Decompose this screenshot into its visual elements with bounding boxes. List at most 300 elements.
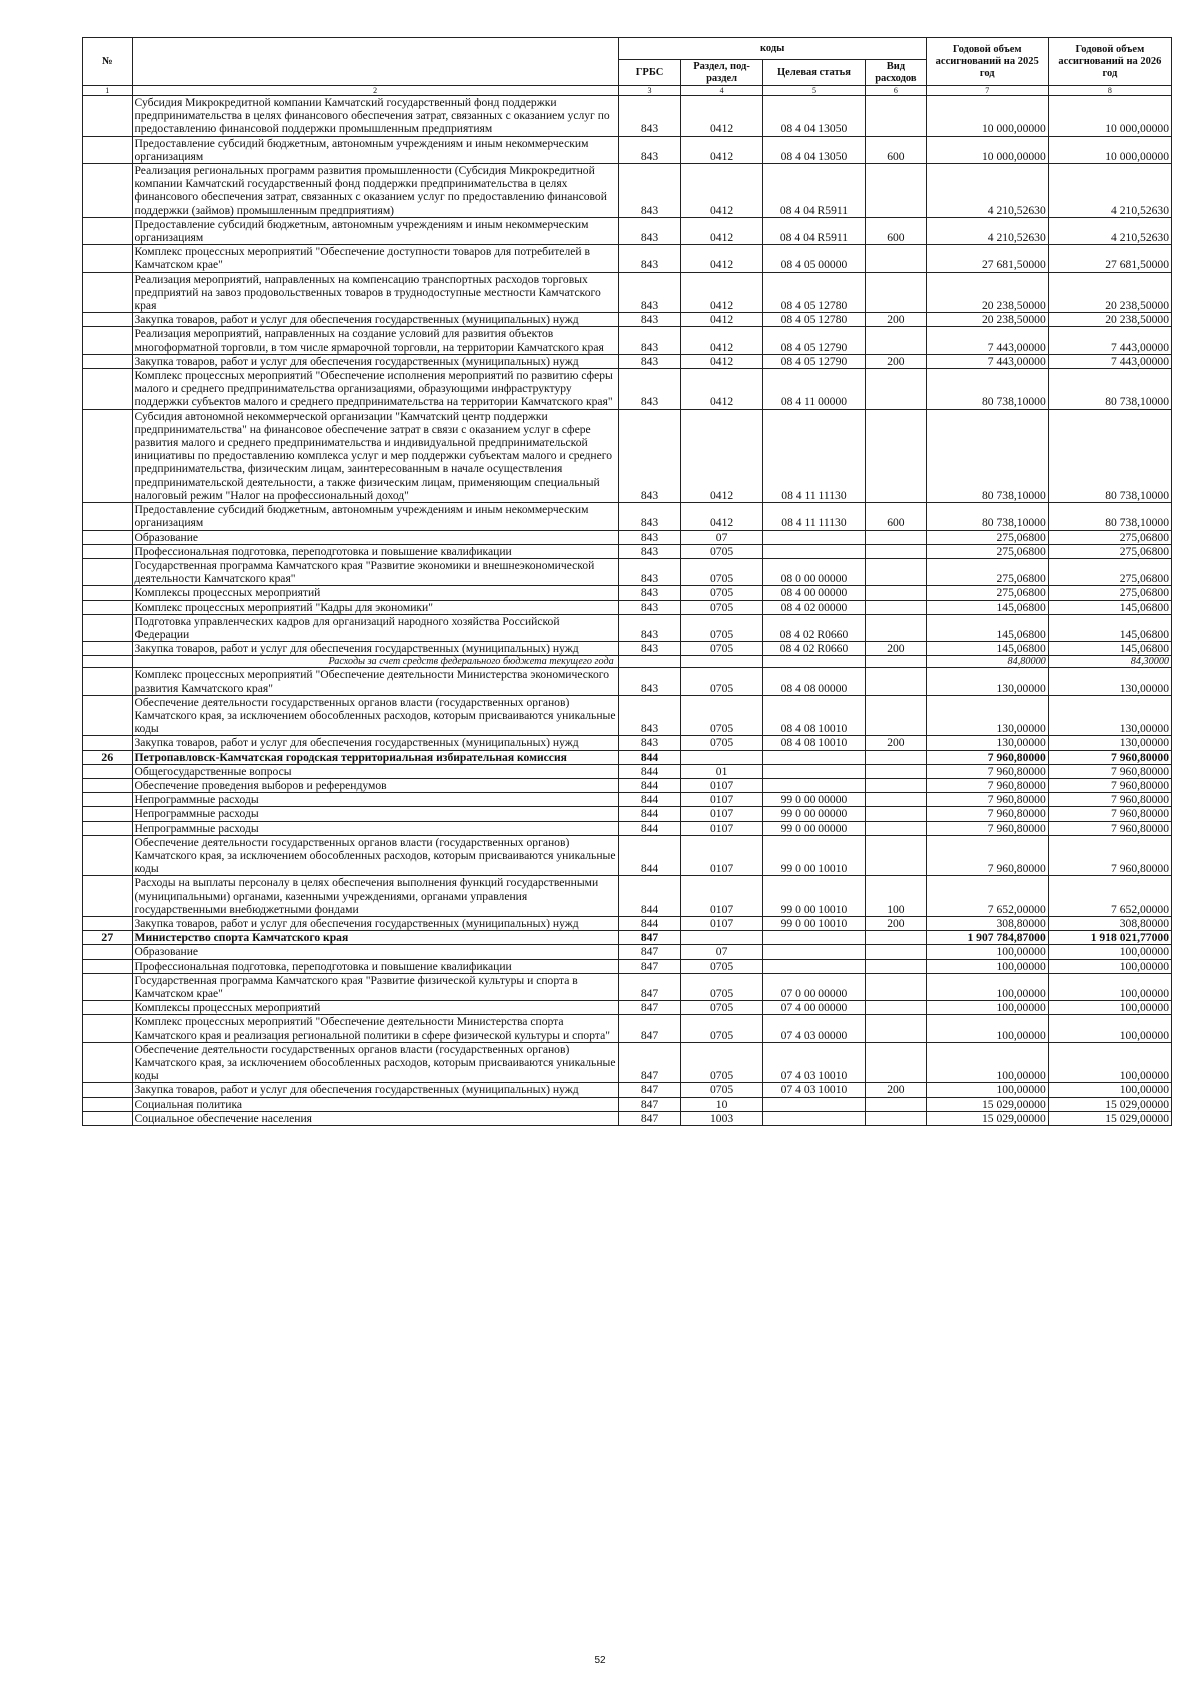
table-row (83, 973, 1172, 1000)
row-target-article: 07 0 00 00000 (762, 973, 865, 1000)
row-name: Образование (132, 945, 618, 959)
budget-table-sheet (82, 37, 1172, 1126)
row-expense-type (866, 96, 927, 137)
row-name: Расходы на выплаты персоналу в целях обеспечения выполнения функций государственными (муниципальными) органами, казенными учреждениями, органами управления государственными внебюджетными фондами (132, 876, 618, 917)
row-name: Закупка товаров, работ и услуг для обеспечения государственных (муниципальных) нужд (132, 1083, 618, 1097)
row-grbs: 847 (618, 931, 681, 945)
table-row (83, 642, 1172, 656)
row-volume-2026: 7 960,80000 (1048, 793, 1171, 807)
header-num: № (83, 38, 133, 86)
row-target-article: 08 4 05 12790 (762, 327, 865, 354)
row-expense-type (866, 807, 927, 821)
row-section (681, 750, 762, 764)
row-volume-2025: 7 652,00000 (926, 876, 1048, 917)
row-section: 0412 (681, 354, 762, 368)
row-volume-2025: 100,00000 (926, 1042, 1048, 1083)
row-volume-2026: 275,06800 (1048, 530, 1171, 544)
row-volume-2026: 145,06800 (1048, 600, 1171, 614)
header-volume-2025: Годовой объем ассигнований на 2025 год (926, 38, 1048, 86)
row-volume-2026: 275,06800 (1048, 586, 1171, 600)
row-number (83, 245, 133, 272)
row-section: 0107 (681, 876, 762, 917)
row-volume-2025: 130,00000 (926, 736, 1048, 750)
row-volume-2026: 4 210,52630 (1048, 217, 1171, 244)
row-grbs: 844 (618, 876, 681, 917)
row-number (83, 614, 133, 641)
row-expense-type (866, 656, 927, 668)
row-name: Министерство спорта Камчатского края (132, 931, 618, 945)
row-volume-2025: 7 960,80000 (926, 821, 1048, 835)
row-expense-type (866, 558, 927, 585)
row-volume-2026: 7 960,80000 (1048, 778, 1171, 792)
row-grbs: 843 (618, 272, 681, 313)
row-volume-2026: 100,00000 (1048, 1083, 1171, 1097)
row-grbs: 843 (618, 530, 681, 544)
row-volume-2025: 145,06800 (926, 642, 1048, 656)
table-row (83, 1015, 1172, 1042)
header-expense-type: Вид расходов (866, 60, 927, 86)
row-name: Субсидия Микрокредитной компании Камчатский государственный фонд поддержки предпринимательства в целях финансового обеспечения затрат, связанных с оказанием услуг по предоставлению финансовой поддержки промышленным предприятиям (132, 96, 618, 137)
row-volume-2026: 84,30000 (1048, 656, 1171, 668)
row-grbs: 843 (618, 354, 681, 368)
row-target-article: 99 0 00 00000 (762, 793, 865, 807)
row-volume-2026: 27 681,50000 (1048, 245, 1171, 272)
table-row (83, 1083, 1172, 1097)
row-grbs: 843 (618, 668, 681, 695)
header-grbs: ГРБС (618, 60, 681, 86)
row-section: 0107 (681, 916, 762, 930)
row-target-article: 08 4 11 11130 (762, 503, 865, 530)
row-target-article: 08 4 08 00000 (762, 668, 865, 695)
row-section: 0705 (681, 1015, 762, 1042)
row-volume-2025: 7 960,80000 (926, 778, 1048, 792)
row-volume-2025: 7 443,00000 (926, 327, 1048, 354)
row-expense-type (866, 973, 927, 1000)
row-volume-2025: 15 029,00000 (926, 1097, 1048, 1111)
row-section: 0705 (681, 614, 762, 641)
row-section: 0412 (681, 217, 762, 244)
row-volume-2025: 7 960,80000 (926, 750, 1048, 764)
row-grbs: 844 (618, 750, 681, 764)
row-number: 27 (83, 931, 133, 945)
row-number (83, 835, 133, 876)
row-name: Непрограммные расходы (132, 821, 618, 835)
row-grbs: 847 (618, 1083, 681, 1097)
table-row (83, 586, 1172, 600)
row-expense-type (866, 821, 927, 835)
row-name: Обеспечение проведения выборов и референдумов (132, 778, 618, 792)
row-section: 1003 (681, 1111, 762, 1125)
table-row (83, 793, 1172, 807)
row-section (681, 931, 762, 945)
row-section: 01 (681, 764, 762, 778)
row-name: Подготовка управленческих кадров для организаций народного хозяйства Российской Федерации (132, 614, 618, 641)
row-number (83, 600, 133, 614)
row-number (83, 1001, 133, 1015)
row-volume-2025: 100,00000 (926, 1015, 1048, 1042)
header-section: Раздел, под-раздел (681, 60, 762, 86)
row-volume-2025: 7 960,80000 (926, 807, 1048, 821)
row-name: Комплекс процессных мероприятий "Обеспечение деятельности Министерства спорта Камчатского края и реализация региональной политики в сфере физической культуры и спорта" (132, 1015, 618, 1042)
table-row (83, 354, 1172, 368)
table-row (83, 1042, 1172, 1083)
table-row (83, 695, 1172, 736)
row-volume-2025: 7 960,80000 (926, 793, 1048, 807)
row-name: Закупка товаров, работ и услуг для обеспечения государственных (муниципальных) нужд (132, 354, 618, 368)
table-row (83, 558, 1172, 585)
row-volume-2026: 10 000,00000 (1048, 96, 1171, 137)
row-volume-2025: 10 000,00000 (926, 96, 1048, 137)
row-section: 07 (681, 530, 762, 544)
row-section: 0412 (681, 503, 762, 530)
row-number (83, 272, 133, 313)
header-codes: коды (618, 38, 926, 60)
row-target-article: 08 4 02 00000 (762, 600, 865, 614)
row-volume-2025: 145,06800 (926, 614, 1048, 641)
row-section: 0705 (681, 973, 762, 1000)
row-expense-type (866, 778, 927, 792)
row-section: 0705 (681, 586, 762, 600)
row-name: Общегосударственные вопросы (132, 764, 618, 778)
row-number (83, 945, 133, 959)
row-target-article: 07 4 03 10010 (762, 1042, 865, 1083)
row-expense-type (866, 1042, 927, 1083)
row-name: Комплекс процессных мероприятий "Обеспечение деятельности Министерства экономического развития Камчатского края" (132, 668, 618, 695)
table-row (83, 217, 1172, 244)
row-volume-2025: 275,06800 (926, 558, 1048, 585)
row-volume-2025: 7 443,00000 (926, 354, 1048, 368)
table-row (83, 736, 1172, 750)
row-name: Государственная программа Камчатского края "Развитие экономики и внешнеэкономической деятельности Камчатского края" (132, 558, 618, 585)
row-number (83, 916, 133, 930)
row-name: Комплекс процессных мероприятий "Обеспечение доступности товаров для потребителей в Камчатском крае" (132, 245, 618, 272)
row-number (83, 1042, 133, 1083)
row-volume-2026: 80 738,10000 (1048, 369, 1171, 410)
row-target-article: 99 0 00 00000 (762, 821, 865, 835)
header-target-article: Целевая статья (762, 60, 865, 86)
row-section: 0412 (681, 164, 762, 218)
row-section: 0705 (681, 695, 762, 736)
row-name: Непрограммные расходы (132, 793, 618, 807)
row-section: 0705 (681, 668, 762, 695)
row-number (83, 973, 133, 1000)
row-target-article (762, 1111, 865, 1125)
row-volume-2026: 130,00000 (1048, 668, 1171, 695)
row-section: 0705 (681, 544, 762, 558)
row-expense-type: 200 (866, 916, 927, 930)
row-number (83, 1097, 133, 1111)
row-grbs: 843 (618, 586, 681, 600)
row-volume-2026: 7 652,00000 (1048, 876, 1171, 917)
row-section: 0107 (681, 835, 762, 876)
row-target-article: 07 4 03 10010 (762, 1083, 865, 1097)
row-volume-2026: 145,06800 (1048, 642, 1171, 656)
row-volume-2026: 7 960,80000 (1048, 764, 1171, 778)
row-number (83, 327, 133, 354)
row-section: 0412 (681, 327, 762, 354)
row-number (83, 409, 133, 502)
row-number (83, 793, 133, 807)
row-volume-2026: 15 029,00000 (1048, 1111, 1171, 1125)
row-volume-2026: 80 738,10000 (1048, 503, 1171, 530)
row-target-article: 99 0 00 10010 (762, 876, 865, 917)
row-volume-2026: 80 738,10000 (1048, 409, 1171, 502)
row-expense-type: 200 (866, 642, 927, 656)
row-grbs: 843 (618, 558, 681, 585)
table-row (83, 544, 1172, 558)
row-number (83, 764, 133, 778)
row-number (83, 821, 133, 835)
row-expense-type: 200 (866, 736, 927, 750)
row-target-article (762, 544, 865, 558)
row-name: Реализация мероприятий, направленных на компенсацию транспортных расходов торговых предприятий на завоз продовольственных товаров в труднодоступные местности Камчатского края (132, 272, 618, 313)
budget-table (82, 37, 1172, 1126)
table-row (83, 764, 1172, 778)
column-number-row (83, 86, 1172, 96)
row-expense-type (866, 750, 927, 764)
table-row (83, 369, 1172, 410)
row-volume-2025: 7 960,80000 (926, 835, 1048, 876)
row-volume-2025: 80 738,10000 (926, 503, 1048, 530)
row-volume-2025: 100,00000 (926, 945, 1048, 959)
row-name: Обеспечение деятельности государственных органов власти (государственных органов) Камчатского края, за исключением обособленных расходов, которым присваиваются уникальные коды (132, 695, 618, 736)
row-section: 0705 (681, 736, 762, 750)
row-volume-2026: 100,00000 (1048, 1015, 1171, 1042)
row-expense-type (866, 1111, 927, 1125)
row-grbs: 847 (618, 973, 681, 1000)
row-expense-type (866, 931, 927, 945)
row-target-article: 99 0 00 10010 (762, 916, 865, 930)
column-number: 8 (1048, 86, 1171, 96)
row-number (83, 503, 133, 530)
row-volume-2025: 84,80000 (926, 656, 1048, 668)
row-grbs: 843 (618, 217, 681, 244)
row-section (681, 656, 762, 668)
row-target-article: 08 4 05 12780 (762, 313, 865, 327)
row-name: Комплексы процессных мероприятий (132, 1001, 618, 1015)
row-grbs: 847 (618, 1097, 681, 1111)
table-row (83, 668, 1172, 695)
row-volume-2026: 20 238,50000 (1048, 272, 1171, 313)
row-name: Комплекс процессных мероприятий "Обеспечение исполнения мероприятий по развитию сферы малого и среднего предпринимательства организациями, образующими инфраструктуру поддержки субъектов малого и среднего предпринимательства на территории Камчатского края" (132, 369, 618, 410)
row-section: 0107 (681, 807, 762, 821)
row-target-article: 08 4 04 R5911 (762, 217, 865, 244)
column-number: 3 (618, 86, 681, 96)
row-number (83, 668, 133, 695)
row-name: Петропавловск-Камчатская городская территориальная избирательная комиссия (132, 750, 618, 764)
row-grbs: 847 (618, 1001, 681, 1015)
row-number (83, 736, 133, 750)
row-target-article: 08 4 02 R0660 (762, 614, 865, 641)
row-number (83, 544, 133, 558)
row-number (83, 136, 133, 163)
row-volume-2026: 7 960,80000 (1048, 821, 1171, 835)
row-grbs: 847 (618, 1015, 681, 1042)
table-row (83, 835, 1172, 876)
row-number (83, 656, 133, 668)
row-section: 07 (681, 945, 762, 959)
header-name (132, 38, 618, 86)
row-section: 0705 (681, 600, 762, 614)
row-name: Профессиональная подготовка, переподготовка и повышение квалификации (132, 544, 618, 558)
row-section: 0107 (681, 793, 762, 807)
row-grbs: 844 (618, 835, 681, 876)
row-grbs: 844 (618, 807, 681, 821)
row-expense-type: 100 (866, 876, 927, 917)
row-grbs: 847 (618, 1042, 681, 1083)
row-expense-type (866, 164, 927, 218)
row-target-article (762, 778, 865, 792)
row-expense-type (866, 764, 927, 778)
row-grbs: 843 (618, 736, 681, 750)
row-volume-2025: 308,80000 (926, 916, 1048, 930)
row-volume-2026: 7 960,80000 (1048, 750, 1171, 764)
table-row (83, 778, 1172, 792)
row-expense-type: 200 (866, 1083, 927, 1097)
row-expense-type (866, 1097, 927, 1111)
row-volume-2026: 130,00000 (1048, 736, 1171, 750)
table-row (83, 656, 1172, 668)
table-row (83, 503, 1172, 530)
row-number (83, 1015, 133, 1042)
row-number (83, 876, 133, 917)
row-expense-type: 600 (866, 503, 927, 530)
row-section: 0705 (681, 1001, 762, 1015)
row-expense-type (866, 668, 927, 695)
row-name: Непрограммные расходы (132, 807, 618, 821)
row-volume-2026: 15 029,00000 (1048, 1097, 1171, 1111)
row-number (83, 354, 133, 368)
row-section: 0705 (681, 1042, 762, 1083)
table-row (83, 916, 1172, 930)
row-expense-type: 600 (866, 217, 927, 244)
row-volume-2025: 130,00000 (926, 668, 1048, 695)
row-expense-type (866, 245, 927, 272)
header-volume-2026: Годовой объем ассигнований на 2026 год (1048, 38, 1171, 86)
row-expense-type (866, 793, 927, 807)
row-target-article (762, 931, 865, 945)
row-grbs: 843 (618, 600, 681, 614)
column-number: 7 (926, 86, 1048, 96)
table-row (83, 600, 1172, 614)
row-expense-type (866, 544, 927, 558)
row-expense-type: 200 (866, 313, 927, 327)
row-name: Закупка товаров, работ и услуг для обеспечения государственных (муниципальных) нужд (132, 916, 618, 930)
row-name: Обеспечение деятельности государственных органов власти (государственных органов) Камчатского края, за исключением обособленных расходов, которым присваиваются уникальные коды (132, 835, 618, 876)
row-section: 0107 (681, 821, 762, 835)
table-body (83, 96, 1172, 1126)
row-name: Социальное обеспечение населения (132, 1111, 618, 1125)
row-expense-type (866, 1015, 927, 1042)
table-row (83, 272, 1172, 313)
row-target-article (762, 959, 865, 973)
row-volume-2025: 100,00000 (926, 973, 1048, 1000)
column-number: 2 (132, 86, 618, 96)
row-grbs: 844 (618, 778, 681, 792)
table-row (83, 931, 1172, 945)
row-section: 0412 (681, 272, 762, 313)
row-section: 0412 (681, 409, 762, 502)
row-grbs: 843 (618, 369, 681, 410)
row-number (83, 96, 133, 137)
row-section: 0705 (681, 642, 762, 656)
row-target-article: 08 0 00 00000 (762, 558, 865, 585)
column-number: 1 (83, 86, 133, 96)
column-number: 5 (762, 86, 865, 96)
row-target-article: 07 4 00 00000 (762, 1001, 865, 1015)
row-grbs: 843 (618, 164, 681, 218)
row-name: Социальная политика (132, 1097, 618, 1111)
row-volume-2026: 275,06800 (1048, 558, 1171, 585)
row-name: Закупка товаров, работ и услуг для обеспечения государственных (муниципальных) нужд (132, 642, 618, 656)
row-expense-type (866, 327, 927, 354)
row-section: 0412 (681, 136, 762, 163)
row-number (83, 558, 133, 585)
row-volume-2025: 145,06800 (926, 600, 1048, 614)
row-volume-2026: 100,00000 (1048, 973, 1171, 1000)
row-grbs: 844 (618, 916, 681, 930)
row-section: 0412 (681, 96, 762, 137)
row-expense-type (866, 1001, 927, 1015)
row-volume-2025: 80 738,10000 (926, 369, 1048, 410)
table-row (83, 313, 1172, 327)
row-expense-type (866, 695, 927, 736)
row-grbs: 843 (618, 614, 681, 641)
table-row (83, 164, 1172, 218)
table-row (83, 1097, 1172, 1111)
table-row (83, 750, 1172, 764)
row-expense-type (866, 369, 927, 410)
row-section: 0107 (681, 778, 762, 792)
row-target-article (762, 656, 865, 668)
row-expense-type (866, 600, 927, 614)
row-target-article: 08 4 08 10010 (762, 695, 865, 736)
row-grbs: 843 (618, 327, 681, 354)
row-volume-2026: 10 000,00000 (1048, 136, 1171, 163)
row-number (83, 217, 133, 244)
row-number: 26 (83, 750, 133, 764)
row-target-article (762, 530, 865, 544)
row-volume-2025: 7 960,80000 (926, 764, 1048, 778)
row-grbs: 843 (618, 503, 681, 530)
row-volume-2025: 4 210,52630 (926, 164, 1048, 218)
table-row (83, 959, 1172, 973)
row-volume-2026: 100,00000 (1048, 945, 1171, 959)
table-row (83, 96, 1172, 137)
row-grbs: 843 (618, 313, 681, 327)
row-volume-2025: 15 029,00000 (926, 1111, 1048, 1125)
row-volume-2025: 20 238,50000 (926, 313, 1048, 327)
row-volume-2026: 100,00000 (1048, 959, 1171, 973)
row-expense-type (866, 614, 927, 641)
row-target-article: 08 4 04 13050 (762, 136, 865, 163)
row-name: Обеспечение деятельности государственных органов власти (государственных органов) Камчатского края, за исключением обособленных расходов, которым присваиваются уникальные коды (132, 1042, 618, 1083)
row-section: 0705 (681, 959, 762, 973)
row-name: Предоставление субсидий бюджетным, автономным учреждениям и иным некоммерческим организациям (132, 217, 618, 244)
row-volume-2026: 7 443,00000 (1048, 354, 1171, 368)
header-row-top (83, 38, 1172, 60)
row-section: 0412 (681, 313, 762, 327)
row-volume-2026: 275,06800 (1048, 544, 1171, 558)
row-name: Комплексы процессных мероприятий (132, 586, 618, 600)
table-row (83, 530, 1172, 544)
row-name: Субсидия автономной некоммерческой организации "Камчатский центр поддержки предпринимательства" на финансовое обеспечение затрат в связи с оказанием услуг в сфере развития малого и среднего предпринимательства и индивидуальной предпринимательской инициативы по предоставлению комплекса услуг и мер поддержки субъектам малого и среднего предпринимательства, физическим лицам, заинтересованным в начале осуществления предпринимательской деятельности, а также физическим лицам, применяющим специальный налоговый режим "Налог на профессиональный доход" (132, 409, 618, 502)
row-volume-2025: 80 738,10000 (926, 409, 1048, 502)
row-volume-2026: 1 918 021,77000 (1048, 931, 1171, 945)
row-volume-2025: 130,00000 (926, 695, 1048, 736)
row-volume-2026: 20 238,50000 (1048, 313, 1171, 327)
row-volume-2025: 275,06800 (926, 530, 1048, 544)
